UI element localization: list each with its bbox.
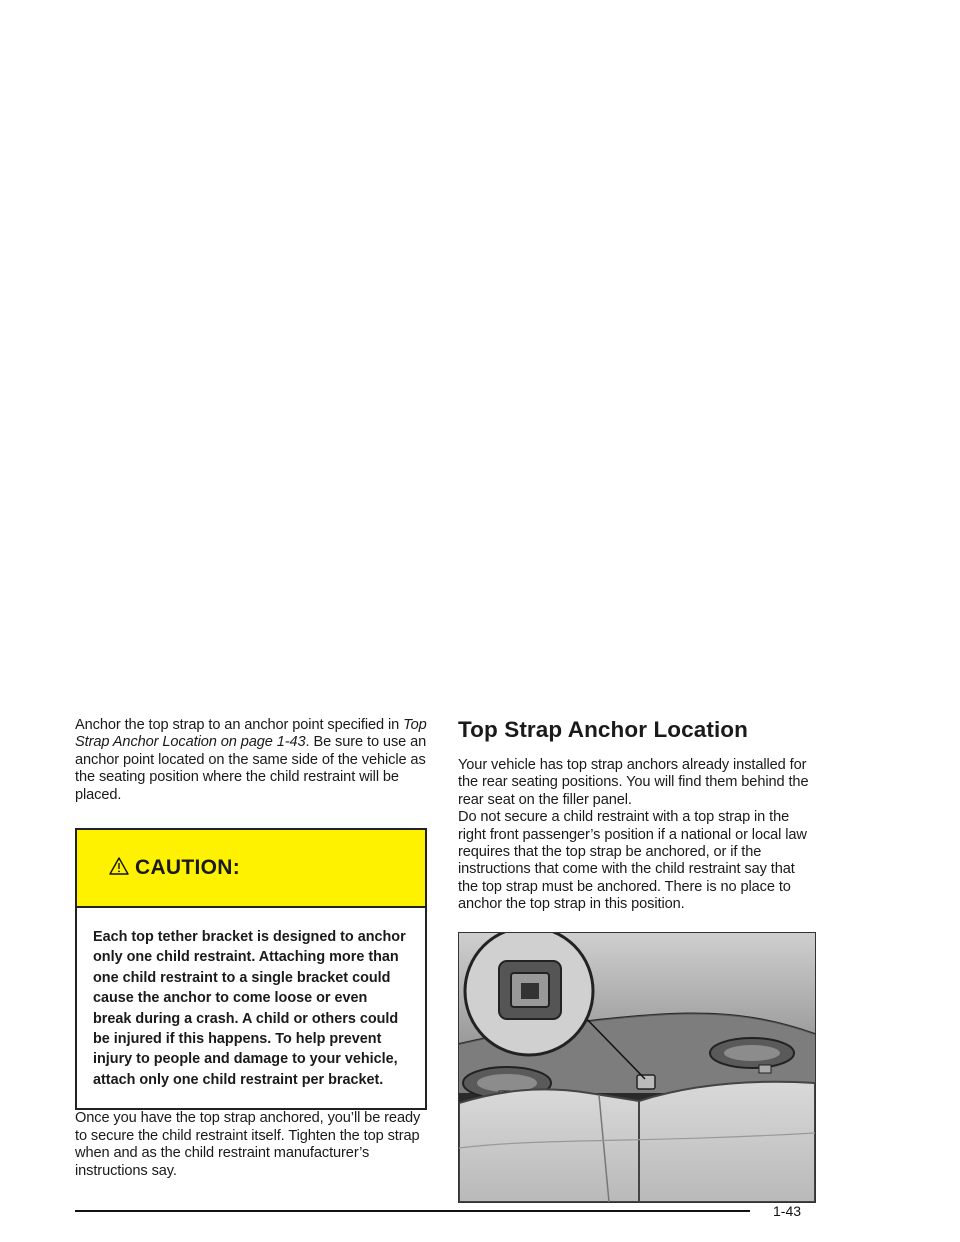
tighten-paragraph: Once you have the top strap anchored, you’ll be ready to secure the child restraint itself. Tighten the top strap when and as the child restraint manufacturer’s instructions say. <box>75 1110 421 1179</box>
front-passenger-paragraph: Do not secure a child restraint with a top strap in the right front passenger’s position if a national or local law requires that the top strap be anchored, or if the instructions that come with the child restraint say that the top strap must be anchored. There is no place to anchor the top strap in this position. <box>458 809 807 913</box>
intro-text-end: . Be sure to use an anchor point located on the same side of the vehicle as the seating position where the child restraint will be placed. <box>75 734 427 803</box>
caution-header <box>77 830 425 908</box>
footer-rule <box>75 1210 750 1212</box>
section-heading: Top Strap Anchor Location <box>458 717 748 742</box>
warning-triangle-icon <box>109 856 129 876</box>
rear-seat-anchor-drawing <box>459 933 815 1202</box>
right-column <box>458 717 816 1203</box>
caution-text: Each top tether bracket is designed to anchor only one child restraint. Attaching more than one child restraint to a single bracket could cause the anchor to come loose or even break during a crash. A child or others could be injured if this happens. To help prevent injury to people and damage to your vehicle, attach only one child restraint per bracket. <box>93 929 406 1088</box>
anchor-location-illustration <box>458 932 816 1203</box>
anchor-location-paragraph: Your vehicle has top strap anchors already installed for the rear seating positions. You will find them behind the rear seat on the filler panel. <box>458 757 809 808</box>
cross-reference-link[interactable]: Top Strap Anchor Location on page 1-43 <box>75 717 427 751</box>
intro-text: Anchor the top strap to an anchor point specified in <box>75 717 404 733</box>
caution-box <box>75 828 427 1110</box>
intro-paragraph <box>75 717 431 804</box>
caution-title: CAUTION: <box>135 856 241 880</box>
left-column <box>75 717 431 1180</box>
page-number: 1-43 <box>773 1203 802 1219</box>
